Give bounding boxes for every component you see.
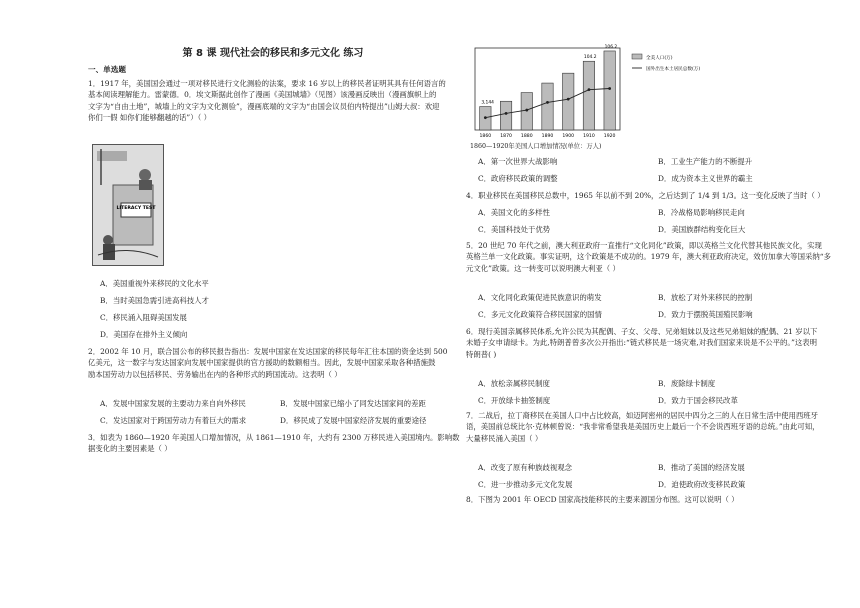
q3-options-row <box>478 156 838 167</box>
series-point-1900 <box>567 98 570 101</box>
bar-1900 <box>563 73 574 130</box>
question-6-line: 未婚子女申请绿卡。为此,特朗普曾多次公开指出:“链式移民是一场灾难,对我们国家来说是不公平的。”这表明 <box>466 338 818 348</box>
q6-option-d[interactable]: D．致力于国会移民改革 <box>658 396 738 405</box>
q7-option-c[interactable]: C．进一步推动多元文化发展 <box>478 480 573 489</box>
series-point-1860 <box>484 116 487 119</box>
question-7 <box>466 410 838 444</box>
x-tick-label: 1900 <box>562 134 575 139</box>
question-5-line: 5．20 世纪 70 年代之前，澳大利亚政府一直推行“文化同化”政策，即以英格兰文化代替其他民族文化，实现 <box>466 241 822 250</box>
population-chart <box>460 40 835 140</box>
q3-option-d[interactable]: D．成为资本主义世界的霸主 <box>658 174 753 183</box>
q2-option-c[interactable]: C．发达国家对于跨国劳动力有着巨大的需求 <box>100 416 247 425</box>
legend-swatch-bars <box>632 54 642 59</box>
question-7-line: 语，美国前总统比尔·克林顿曾说：“我非常希望我是美国历史上最后一个不会说西班牙语的总统。”由此可知， <box>466 422 820 432</box>
q6-option-b[interactable]: B．废除绿卡制度 <box>658 379 716 388</box>
q5-option-b[interactable]: B．放松了对外来移民的控制 <box>658 293 753 302</box>
question-1-line: 文字为“自由土地”，城墙上的文字为文化测验”，漫画底端的文字为“由国会议员伯内特提出”山姆大叔：欢迎 <box>88 101 440 111</box>
q2-option-b[interactable]: B．发展中国家已缩小了同发达国家间的差距 <box>280 399 426 408</box>
q6-options-row <box>478 395 838 406</box>
q4-option-c[interactable]: C．美国科技处于优势 <box>478 225 551 234</box>
bar-1890 <box>542 83 553 130</box>
q4-option-a[interactable]: A．美国文化的多样性 <box>478 208 550 217</box>
question-2-line: 亿美元，这一数字与发达国家向发展中国家提供的官方援助的数额相当。因此，发展中国家采取各种措施鼓 <box>88 358 436 368</box>
legend-label: 全美人口(万) <box>646 56 673 61</box>
data-label-first: 3,144 <box>481 100 494 106</box>
question-2-line: 励本国劳动力以包括移民、劳务输出在内的各种形式的跨国流动。这表明（ ） <box>88 369 342 379</box>
question-7-line: 大量移民涌入美国（ ） <box>466 433 543 443</box>
question-3-line: 据变化的主要因素是（ ） <box>88 444 172 454</box>
question-2 <box>88 346 460 380</box>
q1-option-a[interactable]: A．美国重视外来移民的文化水平 <box>100 279 209 288</box>
cartoon-image <box>92 144 164 266</box>
q4-option-b[interactable]: B．冷战格局影响移民走向 <box>658 208 745 217</box>
q5-option-c[interactable]: C．多元文化政策符合移民国家的国情 <box>478 310 602 319</box>
page-title: 第 8 课 现代社会的移民和多元文化 练习 <box>182 48 364 59</box>
q3-options-row <box>478 173 838 184</box>
bar-1910 <box>583 61 594 130</box>
q1-option-c[interactable]: C．移民涌入阻碍美国发展 <box>100 313 187 322</box>
q5-option-d[interactable]: D．致力于摆脱英国殖民影响 <box>658 310 753 319</box>
legend-label: 国外出生本土居民总数(万) <box>646 67 701 72</box>
cartoon-label: LITERACY TEST <box>116 206 156 211</box>
bar-1870 <box>500 101 511 130</box>
q2-option-d[interactable]: D．移民成了发展中国家经济发展的重要途径 <box>280 416 427 425</box>
q5-options-row <box>478 309 838 320</box>
bar-1920 <box>604 51 615 130</box>
question-5-line: 元文化”政策。这一转变可以说明澳大利亚（ ） <box>466 263 620 273</box>
question-1 <box>88 78 460 124</box>
section-heading: 一、单选题 <box>88 65 126 74</box>
q4-option-d[interactable]: D．美国族群结构变化巨大 <box>658 225 746 234</box>
q6-option-a[interactable]: A．放松亲属移民制度 <box>478 379 550 388</box>
population-chart-svg <box>460 40 835 140</box>
x-tick-label: 1880 <box>520 134 533 139</box>
question-6-line: 特朗普( ) <box>466 349 497 359</box>
q5-options-row <box>478 292 838 303</box>
q6-option-c[interactable]: C．开放绿卡抽签制度 <box>478 396 551 405</box>
q7-options-row <box>478 479 838 490</box>
question-7-line: 7．二战后，拉丁裔移民在美国人口中占比较高，如迈阿密州的居民中四分之三的人在日常生活中使用西班牙 <box>466 411 819 420</box>
q2-options-row <box>100 398 460 409</box>
series-point-1870 <box>505 112 508 115</box>
q6-options-row <box>478 378 838 389</box>
question-5 <box>466 240 838 274</box>
q7-option-a[interactable]: A．改变了原有种族歧视观念 <box>478 463 573 472</box>
cartoon-drawing <box>93 145 163 265</box>
question-8-line: 8．下图为 2001 年 OECD 国家高技能移民的主要来源国分布图。这可以说明（ ） <box>466 495 739 504</box>
q3-option-c[interactable]: C．政府移民政策的调整 <box>478 174 558 183</box>
question-1-line: 你们一假 如你们能够翻越的话”）（ ） <box>88 113 212 123</box>
question-8 <box>466 494 838 505</box>
question-1-line: 基本阅读理解能力。雷蒙德．0．埃文斯据此创作了漫画《美国城墙》（见图）该漫画反映出（漫画旗帜上的 <box>88 90 437 100</box>
question-1-line: 1．1917 年，美国国会通过一项对移民进行文化测验的法案，要求 16 岁以上的移民者证明其具有任何语言的 <box>88 79 446 88</box>
question-6-line: 6．现行美国亲属移民体系,允许公民为其配偶、子女、父母、兄弟姐妹以及这些兄弟姐妹的配偶、21 岁以下 <box>466 327 818 336</box>
x-tick-label: 1860 <box>479 134 492 139</box>
q2-option-a[interactable]: A．发展中国家发展的主要动力来自向外移民 <box>100 399 246 408</box>
q3-option-b[interactable]: B．工业生产能力的不断提升 <box>658 157 753 166</box>
x-tick-label: 1870 <box>500 134 512 139</box>
question-3 <box>88 432 460 455</box>
series-point-1880 <box>525 109 528 112</box>
question-6 <box>466 326 838 360</box>
q2-options-row <box>100 415 460 426</box>
q7-option-d[interactable]: D．迫使政府改变移民政策 <box>658 480 746 489</box>
x-tick-label: 1890 <box>541 134 554 139</box>
q7-option-b[interactable]: B．推动了美国的经济发展 <box>658 463 745 472</box>
series-point-1920 <box>608 87 611 90</box>
q7-options-row <box>478 462 838 473</box>
q5-option-a[interactable]: A．文化同化政策促进民族意识的萌发 <box>478 293 602 302</box>
series-point-1890 <box>546 101 549 104</box>
x-tick-label: 1910 <box>583 134 595 139</box>
x-tick-label: 1920 <box>603 134 616 139</box>
q1-option-d[interactable]: D．美国存在排外主义倾向 <box>100 330 188 339</box>
data-label-peak: 104.2 <box>583 55 597 61</box>
data-label-last: 106.2 <box>604 44 618 50</box>
q4-options-row <box>478 207 838 218</box>
q4-options-row <box>478 224 838 235</box>
question-2-line: 2．2002 年 10 月，联合国公布的移民报告指出：发展中国家在发达国家的移民每年汇往本国的资金达到 500 <box>88 347 448 356</box>
series-point-1910 <box>588 88 591 91</box>
question-5-line: 英格兰单一文化政策。事实证明，这个政策是不成功的。1979 年，澳大利亚政府决定，效仿加拿大等国采纳“多 <box>466 252 831 262</box>
chart-caption: 1860—1920年美国人口增加情况(单位：万人) <box>470 143 602 150</box>
question-3-line: 3．如表为 1860—1920 年美国人口增加情况，从 1861—1910 年，大约有 2300 万移民进入美国境内。影响数 <box>88 433 460 442</box>
q3-option-a[interactable]: A．第一次世界大战影响 <box>478 157 558 166</box>
question-4 <box>466 190 838 201</box>
q1-option-b[interactable]: B．当时美国急需引进高科技人才 <box>100 296 209 305</box>
question-4-line: 4．职业移民在美国移民总数中，1965 年以前不到 20%，之后达到了 1/4 到 1/3。这一变化反映了当时（ ） <box>466 191 825 200</box>
